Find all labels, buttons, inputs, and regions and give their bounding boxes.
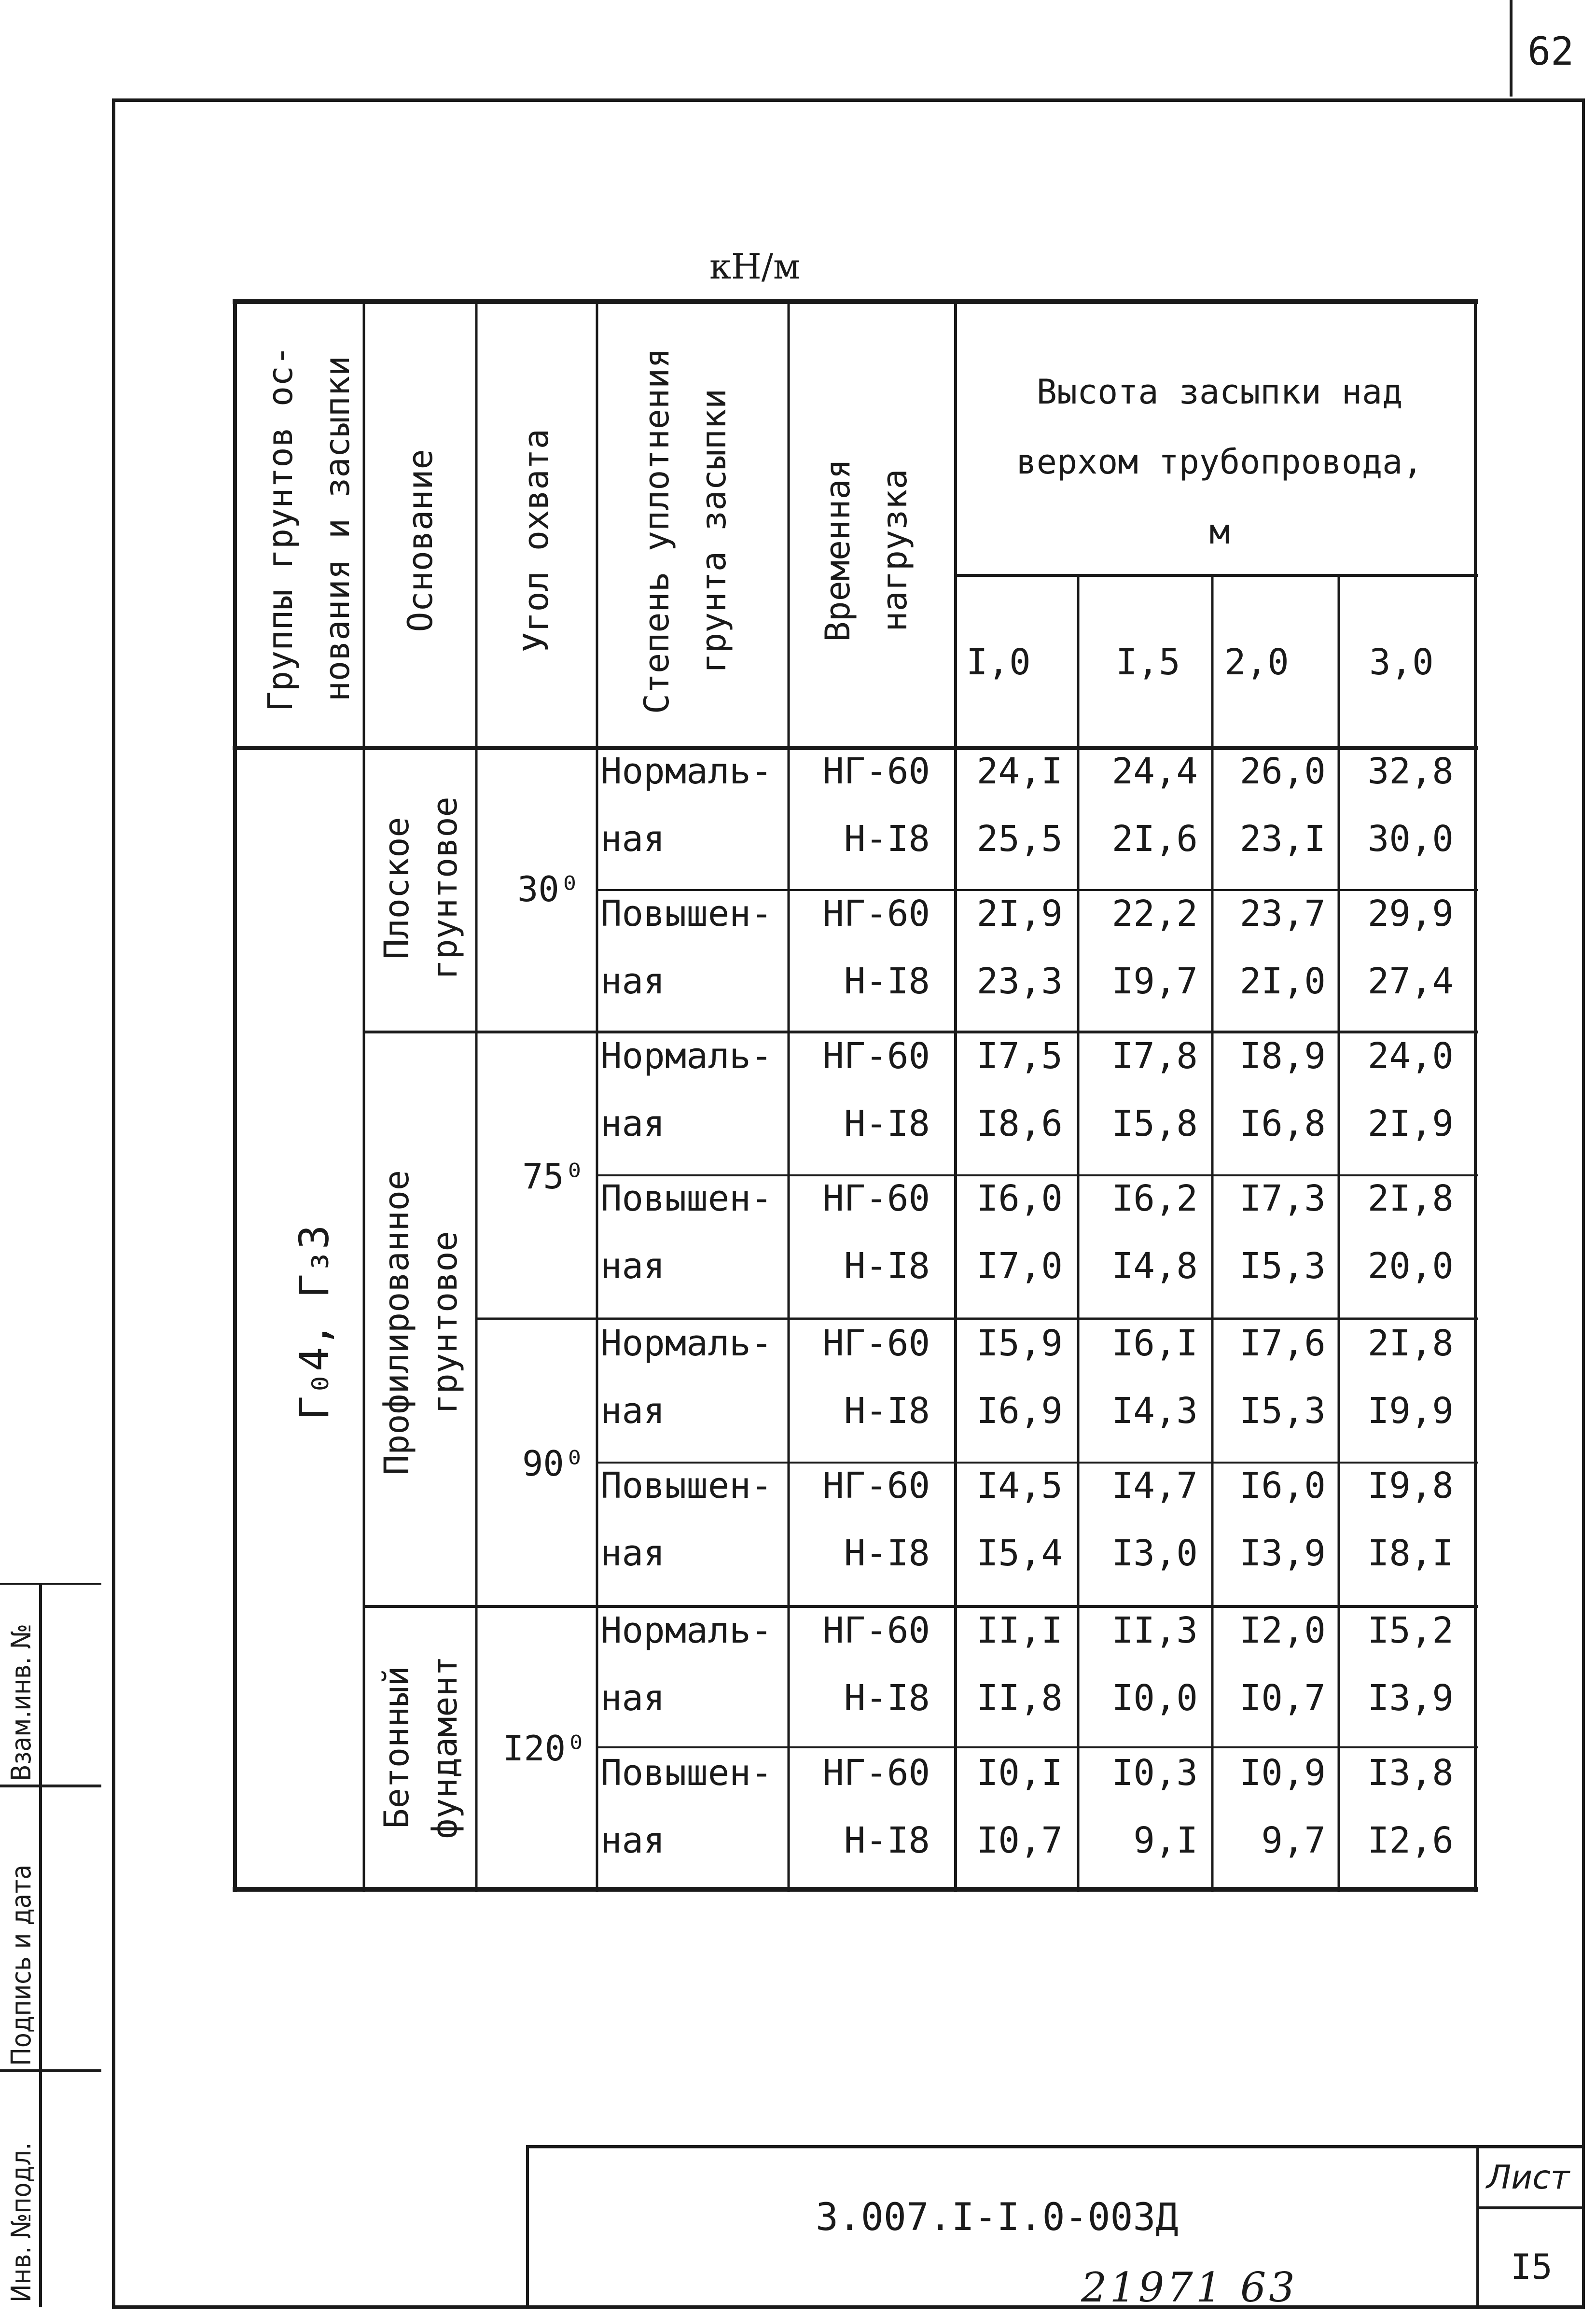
table-cell: 2I,6 (1111, 818, 1198, 860)
sheet-number: I5 (1511, 2246, 1553, 2287)
sheet-label: Лист (1486, 2159, 1570, 2197)
table-cell: II,8 (976, 1677, 1063, 1719)
table-cell: I0,0 (1111, 1677, 1198, 1719)
load-label: НГ-60 (822, 1323, 930, 1364)
table-cell: I6,0 (976, 1178, 1063, 1219)
table-cell: 22,2 (1111, 893, 1198, 934)
side-strip (0, 1583, 101, 2307)
compaction-label: Нормаль- (600, 751, 773, 792)
table-cell: II,3 (1111, 1610, 1198, 1651)
load-table (233, 299, 1478, 1892)
table-cell: I6,9 (976, 1390, 1063, 1432)
title-block (526, 2145, 1585, 2309)
compaction-label: Повышен- (600, 1178, 773, 1219)
compaction-label: Повышен- (600, 1752, 773, 1794)
load-label: Н-I8 (844, 1820, 930, 1861)
base-concrete: Бетонный фундамент (377, 1656, 465, 1839)
table-cell: I0,3 (1111, 1752, 1198, 1794)
table-cell: II,I (976, 1610, 1063, 1651)
table-cell: I2,6 (1367, 1820, 1454, 1861)
compaction-label: ная (600, 1677, 665, 1719)
table-cell: 2I,9 (976, 893, 1063, 934)
table-cell: I3,9 (1239, 1533, 1326, 1574)
load-label: НГ-60 (822, 751, 930, 792)
compaction-label: ная (600, 961, 665, 1002)
document-code: 3.007.I-I.0-003Д (816, 2196, 1179, 2239)
compaction-label: ная (600, 1103, 665, 1144)
table-cell: I3,8 (1367, 1752, 1454, 1794)
table-cell: 23,7 (1239, 893, 1326, 934)
table-cell: 20,0 (1367, 1245, 1454, 1287)
table-cell: I3,9 (1367, 1677, 1454, 1719)
table-cell: 2I,8 (1367, 1178, 1454, 1219)
table-cell: I9,8 (1367, 1465, 1454, 1506)
unit-label: кН/м (709, 246, 801, 287)
table-cell: I0,9 (1239, 1752, 1326, 1794)
table-cell: I5,2 (1367, 1610, 1454, 1651)
load-label: Н-I8 (844, 818, 930, 860)
header-load: Временная нагрузка (818, 459, 915, 642)
angle-30: 30⁰ (517, 869, 581, 909)
header-base: Основание (401, 449, 440, 632)
angle-90: 90⁰ (522, 1443, 585, 1484)
footer-number: 21971 63 (1081, 2264, 1298, 2311)
table-cell: 24,I (976, 751, 1063, 792)
table-cell: I0,7 (976, 1820, 1063, 1861)
table-cell: I9,7 (1111, 961, 1198, 1002)
table-cell: I8,I (1367, 1533, 1454, 1574)
side-inv-number: Инв. №подл. (6, 2142, 37, 2302)
load-label: Н-I8 (844, 961, 930, 1002)
table-cell: I5,8 (1111, 1103, 1198, 1144)
table-cell: 29,9 (1367, 893, 1454, 934)
table-cell: 32,8 (1367, 751, 1454, 792)
table-cell: I6,I (1111, 1323, 1198, 1364)
table-cell: 23,3 (976, 961, 1063, 1002)
header-height-title: Высота засыпки над верхом трубопровода, м (1016, 372, 1423, 552)
table-cell: I8,6 (976, 1103, 1063, 1144)
header-height-4: 3,0 (1369, 642, 1434, 683)
side-signature-date: Подпись и дата (6, 1864, 37, 2066)
compaction-label: ная (600, 1820, 665, 1861)
base-flat: Плоское грунтовое (377, 796, 465, 980)
soil-group-label: Г₀4, Г₃3 (291, 1225, 338, 1421)
load-label: Н-I8 (844, 1390, 930, 1432)
load-label: НГ-60 (822, 893, 930, 934)
angle-120: I20⁰ (503, 1728, 587, 1769)
table-cell: I4,5 (976, 1465, 1063, 1506)
load-label: Н-I8 (844, 1103, 930, 1144)
load-label: НГ-60 (822, 1465, 930, 1506)
header-angle: Угол охвата (516, 429, 556, 653)
header-height-2: I,5 (1116, 642, 1180, 683)
load-label: НГ-60 (822, 1610, 930, 1651)
compaction-label: Нормаль- (600, 1610, 773, 1651)
table-cell: I7,3 (1239, 1178, 1326, 1219)
table-cell: 2I,9 (1367, 1103, 1454, 1144)
table-cell: I4,7 (1111, 1465, 1198, 1506)
base-profiled: Профилированное грунтовое (377, 1170, 465, 1476)
compaction-label: Повышен- (600, 1465, 773, 1506)
compaction-label: ная (600, 1245, 665, 1287)
page-number-rule (1510, 0, 1513, 97)
table-cell: I7,0 (976, 1245, 1063, 1287)
header-compaction: Степень уплотнения грунта засыпки (637, 348, 734, 714)
table-cell: I5,4 (976, 1533, 1063, 1574)
load-label: Н-I8 (844, 1677, 930, 1719)
table-cell: 25,5 (976, 818, 1063, 860)
table-cell: I4,8 (1111, 1245, 1198, 1287)
table-cell: I6,8 (1239, 1103, 1326, 1144)
compaction-label: ная (600, 1533, 665, 1574)
header-soil-groups: Группы грунтов ос- нования и засыпки (261, 345, 357, 712)
table-cell: 24,0 (1367, 1035, 1454, 1077)
table-cell: I5,3 (1239, 1390, 1326, 1432)
compaction-label: Нормаль- (600, 1323, 773, 1364)
header-height-3: 2,0 (1224, 642, 1289, 683)
table-cell: I2,0 (1239, 1610, 1326, 1651)
table-cell: 27,4 (1367, 961, 1454, 1002)
compaction-label: Повышен- (600, 893, 773, 934)
load-label: Н-I8 (844, 1245, 930, 1287)
table-cell: 26,0 (1239, 751, 1326, 792)
table-cell: 2I,8 (1367, 1323, 1454, 1364)
table-cell: 2I,0 (1239, 961, 1326, 1002)
table-cell: I7,5 (976, 1035, 1063, 1077)
compaction-label: ная (600, 818, 665, 860)
table-cell: I0,I (976, 1752, 1063, 1794)
table-cell: 30,0 (1367, 818, 1454, 860)
compaction-label: Нормаль- (600, 1035, 773, 1077)
table-cell: I7,8 (1111, 1035, 1198, 1077)
table-cell: I4,3 (1111, 1390, 1198, 1432)
table-cell: I8,9 (1239, 1035, 1326, 1077)
table-cell: I5,3 (1239, 1245, 1326, 1287)
side-replace-inv: Взам.инв. № (6, 1623, 37, 1781)
angle-75: 75⁰ (522, 1156, 585, 1197)
table-cell: 9,I (1133, 1820, 1198, 1861)
table-cell: I9,9 (1367, 1390, 1454, 1432)
table-cell: I7,6 (1239, 1323, 1326, 1364)
table-cell: I5,9 (976, 1323, 1063, 1364)
table-cell: I0,7 (1239, 1677, 1326, 1719)
table-cell: 23,I (1239, 818, 1326, 860)
table-cell: I3,0 (1111, 1533, 1198, 1574)
page-number: 62 (1527, 29, 1574, 74)
load-label: НГ-60 (822, 1035, 930, 1077)
table-cell: 24,4 (1111, 751, 1198, 792)
load-label: НГ-60 (822, 1178, 930, 1219)
load-label: Н-I8 (844, 1533, 930, 1574)
header-height-1: I,0 (966, 642, 1031, 683)
table-cell: I6,0 (1239, 1465, 1326, 1506)
table-cell: I6,2 (1111, 1178, 1198, 1219)
load-label: НГ-60 (822, 1752, 930, 1794)
table-cell: 9,7 (1261, 1820, 1326, 1861)
compaction-label: ная (600, 1390, 665, 1432)
